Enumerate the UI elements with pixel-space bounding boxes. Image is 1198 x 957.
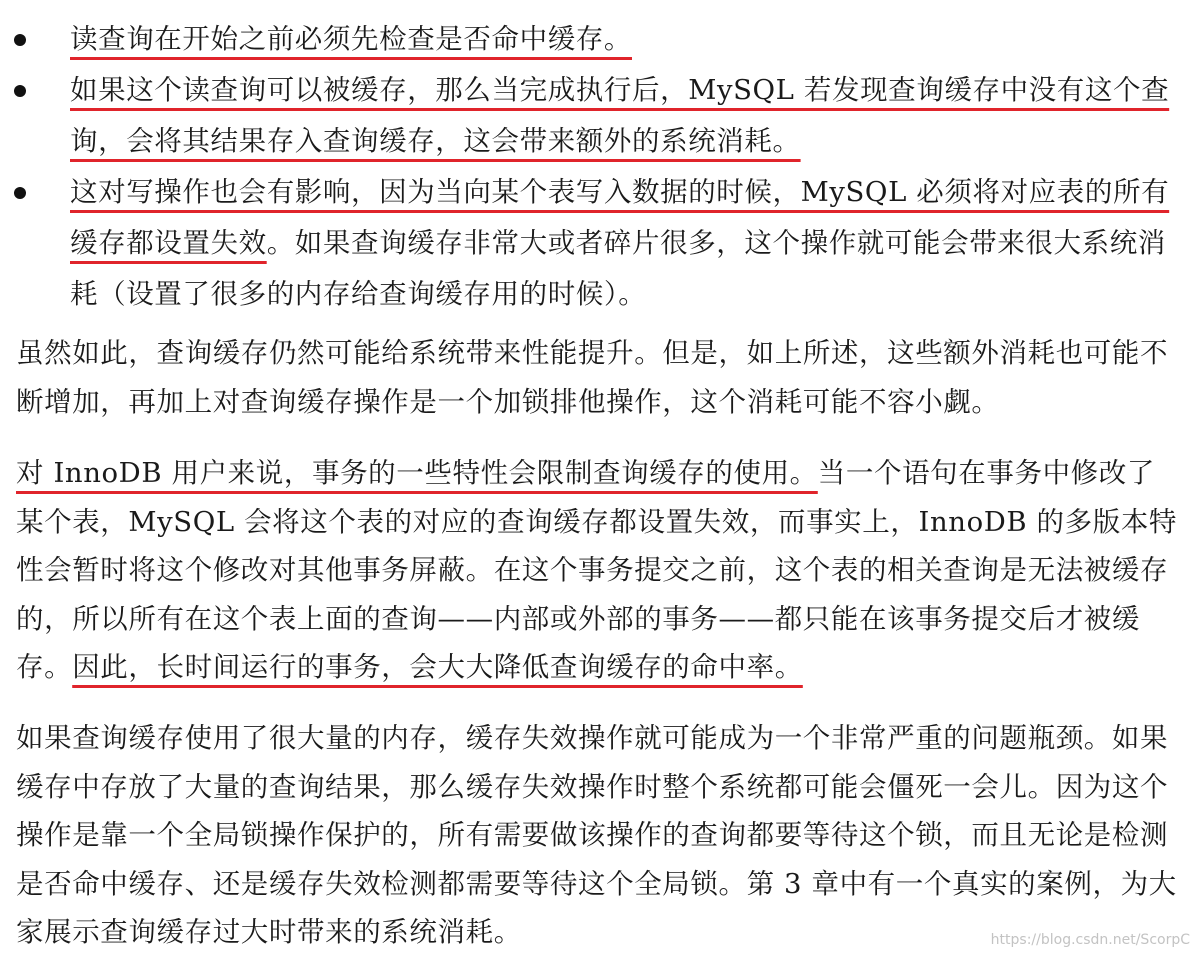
bullet-list [0, 14, 1198, 320]
underlined-text: 因此，长时间运行的事务，会大大降低查询缓存的命中率。 [72, 651, 803, 683]
paragraph-text: 如果查询缓存使用了很大量的内存，缓存失效操作就可能成为一个非常严重的问题瓶颈。如果缓存中存放了大量的查询结果，那么缓存失效操作时整个系统都可能会僵死一会儿。因为这个操作是靠一个全局锁操作保护的，所有需要做该操作的查询都要等待这个锁，而且无论是检测是否命中缓存、还是缓存失效检测都需要等待这个全局锁。第 3 章中有一个真实的案例，为大家展示查询缓存过大时带来的系统消耗。 [16, 722, 1177, 948]
underlined-text: 如果这个读查询可以被缓存，那么当完成执行后，MySQL 若发现查询缓存中没有这个查询，会将其结果存入查询缓存，这会带来额外的系统消耗。 [70, 74, 1170, 157]
bullet-item-write-impact [0, 167, 1198, 320]
bullet-item-read-check [0, 14, 1198, 65]
paragraph-performance [16, 329, 1178, 426]
paragraph-innodb [16, 449, 1178, 692]
paragraph-text: 虽然如此，查询缓存仍然可能给系统带来性能提升。但是，如上所述，这些额外消耗也可能不断增加，再加上对查询缓存操作是一个加锁排他操作，这个消耗可能不容小觑。 [16, 337, 1169, 418]
bullet-dot-icon [14, 187, 26, 199]
bullet-dot-icon [14, 34, 26, 46]
watermark: https://blog.csdn.net/ScorpC [990, 932, 1190, 948]
underlined-text: 这对写操作也会有影响，因为当向某个表写入数据的时候，MySQL 必须将对应表的所有缓存都设置失效 [70, 176, 1170, 259]
underlined-text: 对 InnoDB 用户来说，事务的一些特性会限制查询缓存的使用。 [16, 457, 818, 489]
underlined-text: 读查询在开始之前必须先检查是否命中缓存。 [70, 23, 632, 55]
paragraph-invalidation [16, 714, 1178, 957]
paragraph-text: 当一个语句在事务中修改了某个表，MySQL 会将这个表的对应的查询缓存都设置失效，而事实上，InnoDB 的多版本特性会暂时将这个修改对其他事务屏蔽。在这个事务提交之前，这个表的相关查询是无法被缓存的，所以所有在这个表上面的查询——内部或外部的事务——都只能在该事务提交后才被缓存。 [16, 457, 1178, 683]
bullet-text: 。如果查询缓存非常大或者碎片很多，这个操作就可能会带来很大系统消耗（设置了很多的内存给查询缓存用的时候）。 [70, 227, 1166, 310]
bullet-dot-icon [14, 85, 26, 97]
bullet-item-store-result [0, 65, 1198, 167]
